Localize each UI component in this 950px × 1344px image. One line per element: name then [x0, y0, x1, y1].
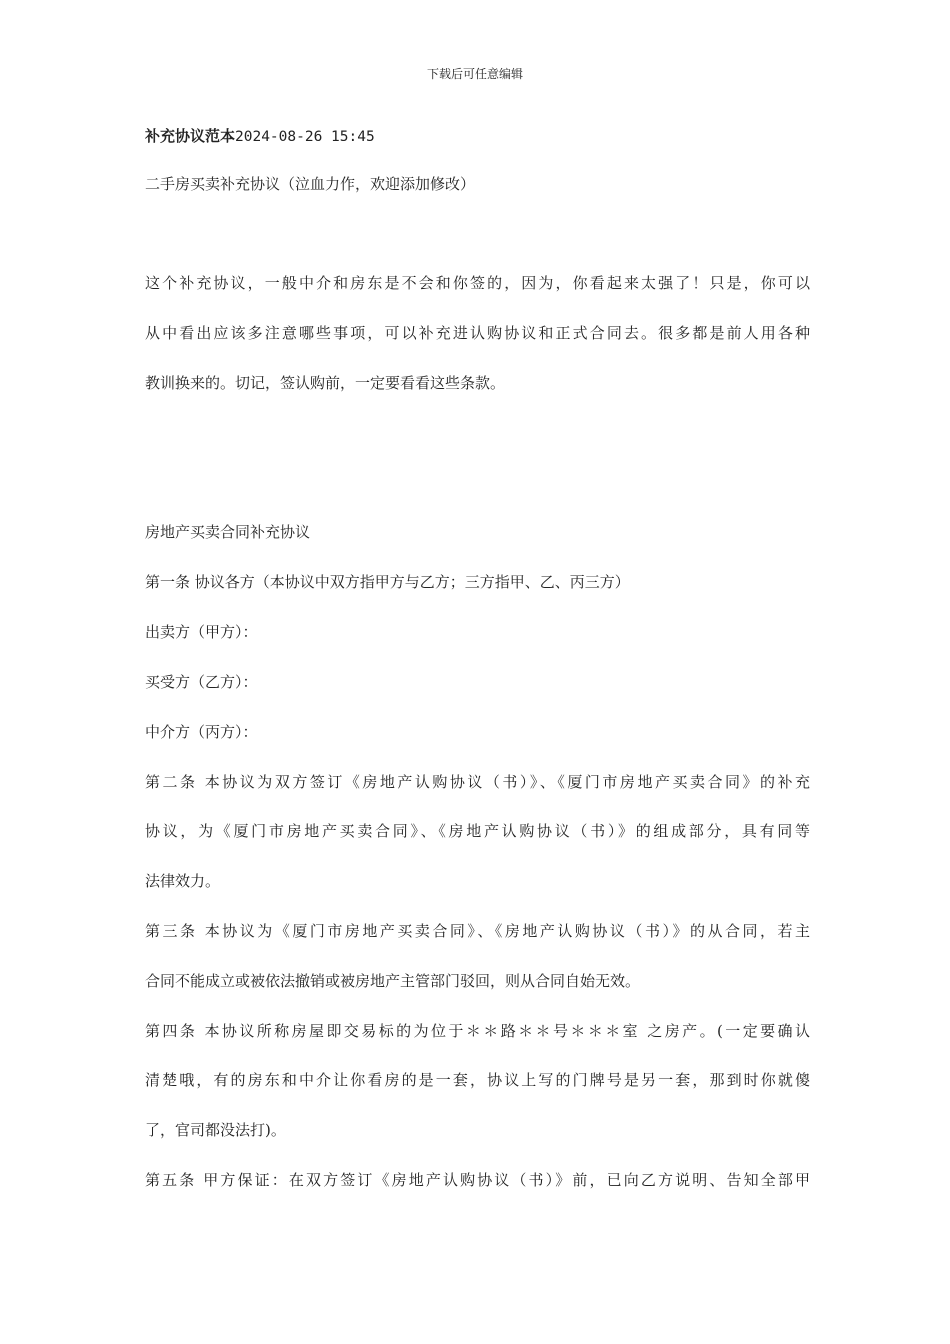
party-buyer-line: 买受方（乙方）： — [145, 673, 258, 691]
title-text: 补充协议范本 — [145, 127, 236, 145]
party-agent-line: 中介方（丙方）： — [145, 723, 258, 741]
party-seller-line: 出卖方（甲方）： — [145, 623, 258, 641]
intro-line: 这个补充协议，一般中介和房东是不会和你签的，因为，你看起来太强了！只是，你可以 — [145, 274, 810, 292]
clause-line: 第一条 协议各方（本协议中双方指甲方与乙方；三方指甲、乙、丙三方） — [145, 573, 630, 591]
clause-line: 法律效力。 — [145, 872, 221, 890]
clause-line: 清楚哦，有的房东和中介让你看房的是一套，协议上写的门牌号是另一套，那到时你就傻 — [145, 1071, 810, 1089]
header-note: 下载后可任意编辑 — [426, 67, 523, 81]
intro-line: 从中看出应该多注意哪些事项，可以补充进认购协议和正式合同去。很多都是前人用各种 — [145, 324, 810, 342]
agreement-heading: 房地产买卖合同补充协议 — [145, 523, 311, 541]
title-datetime: 2024-08-26 15:45 — [235, 129, 375, 145]
clause-line: 合同不能成立或被依法撤销或被房地产主管部门驳回，则从合同自始无效。 — [145, 972, 641, 990]
clause-line: 协议，为《厦门市房地产买卖合同》、《房地产认购协议（书）》的组成部分，具有同等 — [145, 822, 810, 840]
clause-line: 第三条 本协议为《厦门市房地产买卖合同》、《房地产认购协议（书）》的从合同，若主 — [145, 922, 810, 940]
clause-line: 第四条 本协议所称房屋即交易标的为位于＊＊路＊＊号＊＊＊室 之房产。(一定要确认 — [145, 1022, 810, 1040]
document-title — [145, 125, 375, 148]
intro-line: 教训换来的。切记，签认购前，一定要看看这些条款。 — [145, 374, 506, 392]
clause-line: 了，官司都没法打)。 — [145, 1121, 286, 1139]
clause-line: 第二条 本协议为双方签订《房地产认购协议（书）》、《厦门市房地产买卖合同》的补充 — [145, 773, 810, 791]
subtitle: 二手房买卖补充协议（泣血力作，欢迎添加修改） — [145, 175, 476, 193]
clause-line: 第五条 甲方保证：在双方签订《房地产认购协议（书）》前，已向乙方说明、告知全部甲 — [145, 1171, 810, 1189]
